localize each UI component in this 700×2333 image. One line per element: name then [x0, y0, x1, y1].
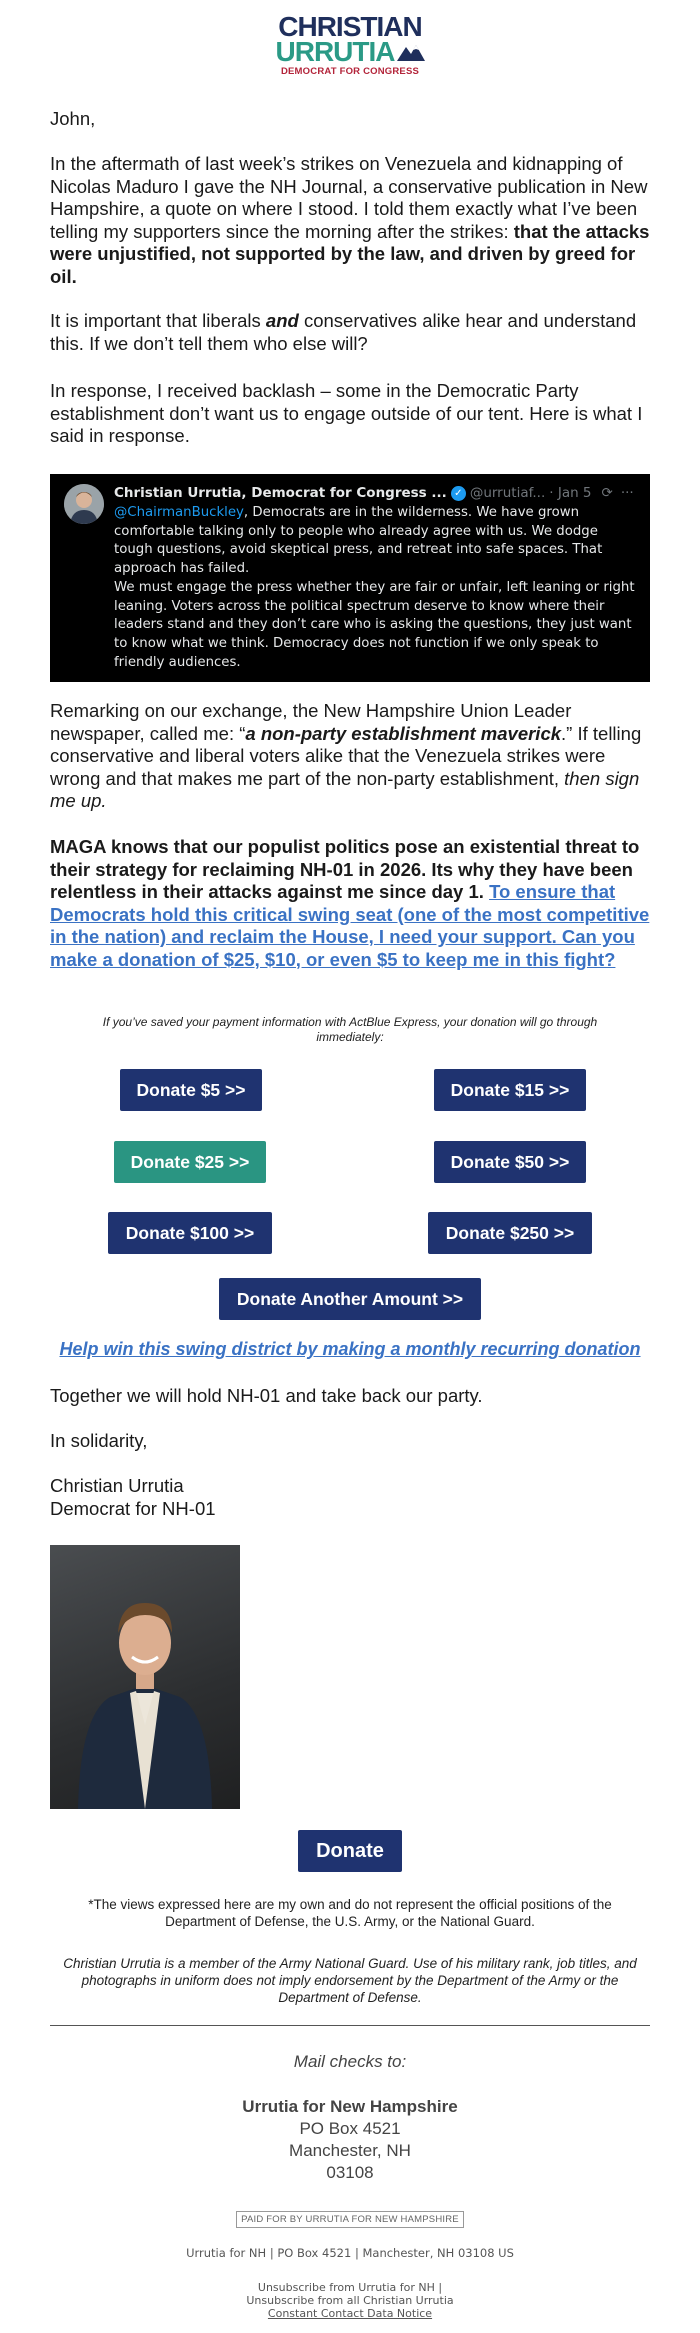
paragraph-backlash: In response, I received backlash – some in the Democratic Party establishment don’t want us to engage outside of our tent. Here is what I said in response. — [50, 380, 643, 446]
paragraph-2-before: It is important that liberals — [50, 310, 266, 331]
mail-address-line1: PO Box 4521 — [299, 2119, 401, 2138]
grok-icon[interactable]: ⟳ — [601, 485, 613, 501]
paragraph-liberals-conservatives — [50, 310, 650, 355]
unsubscribe-org-link[interactable]: Unsubscribe from Urrutia for NH | — [257, 2281, 443, 2294]
mail-address-line3: 03108 — [326, 2163, 374, 2182]
logo-last-name-row — [275, 36, 425, 67]
actblue-note: If you’ve saved your payment information with ActBlue Express, your donation will go through immediately: — [102, 1015, 598, 1044]
paragraph-4-middle: .” If telling conservative and liberal voters alike that the Venezuela strikes were wrong and that makes me part of the non-party establishment, — [50, 722, 642, 789]
donate-50-button[interactable]: Donate $50 >> — [434, 1141, 586, 1183]
verified-badge-icon: ✓ — [451, 486, 466, 501]
donate-another-amount-button[interactable]: Donate Another Amount >> — [219, 1278, 481, 1320]
paragraph-4-before: Remarking on our exchange, the New Hampshire Union Leader newspaper, called me: “ — [50, 700, 572, 744]
tweet-header — [114, 484, 638, 502]
tweet-body — [114, 504, 638, 672]
embedded-tweet[interactable] — [50, 474, 650, 682]
donate-5-button[interactable]: Donate $5 >> — [120, 1069, 262, 1111]
paid-for-disclaimer — [50, 2209, 650, 2228]
greeting: John, — [50, 108, 96, 129]
donation-appeal-link[interactable]: To ensure that Democrats hold this critical swing seat (one of the most competitive in the nation) and reclaim the House, I need your support. Can you make a donation of $25, $10, or even $5 to keep me in this fight? — [50, 881, 650, 970]
logo-last-name: URRUTIA — [275, 36, 395, 67]
mail-org-name: Urrutia for New Hampshire — [242, 2097, 458, 2116]
signature-name: Christian Urrutia — [50, 1475, 184, 1496]
paragraph-maverick — [50, 700, 650, 813]
national-guard-disclaimer: Christian Urrutia is a member of the Army National Guard. Use of his military rank, job titles, and photographs in uniform does not imply endorsement by the Department of the Army or the Department of Defense. — [63, 1956, 637, 2005]
constant-contact-notice-link[interactable]: Constant Contact Data Notice — [267, 2307, 433, 2320]
paragraph-intro — [50, 153, 650, 288]
tweet-author-name: Christian Urrutia, Democrat for Congress ... — [114, 485, 447, 501]
campaign-logo[interactable] — [0, 11, 700, 78]
appeal-bold-text: MAGA knows that our populist politics pose an existential threat to their strategy for reclaiming NH-01 in 2026. Its why they have been relentless in their attacks against me since day 1. — [50, 836, 640, 902]
divider — [50, 2025, 650, 2026]
tweet-avatar — [64, 484, 104, 524]
donate-25-button[interactable]: Donate $25 >> — [114, 1141, 266, 1183]
paragraph-appeal — [50, 836, 650, 971]
tweet-mention-link[interactable]: @ChairmanBuckley — [114, 505, 244, 520]
paid-for-text: PAID FOR BY URRUTIA FOR NEW HAMPSHIRE — [236, 2211, 464, 2228]
paragraph-4-emphasis: then sign me up. — [50, 767, 640, 811]
mail-address-line2: Manchester, NH — [289, 2141, 411, 2160]
donate-100-button[interactable]: Donate $100 >> — [108, 1212, 272, 1254]
tweet-date: · Jan 5 — [549, 485, 592, 501]
paragraph-2-after: conservatives alike hear and understand this. If we don’t tell them who else will? — [50, 310, 637, 354]
paragraph-intro-bold: that the attacks were unjustified, not supported by the law, and driven by greed for oil. — [50, 220, 650, 287]
paragraph-2-emphasis: and — [265, 310, 299, 331]
tweet-body-part2: We must engage the press whether they are fair or unfair, left leaning or right leaning. Voters across the political spectrum deserve to know where their leaders stand and they don’t care who is asking the questions, they just want to know what we think. Democracy does not function if we only speak to friendly audiences. — [114, 579, 635, 670]
logo-tagline: DEMOCRAT FOR CONGRESS — [280, 66, 420, 77]
tweet-body-part1: , Democrats are in the wilderness. We have grown comfortable talking only to people who already agree with us. We dodge tough questions, avoid skeptical press, and retreat into safe spaces. That approach has failed. — [114, 505, 603, 577]
mail-checks-heading: Mail checks to: — [293, 2052, 407, 2071]
views-disclaimer: *The views expressed here are my own and do not represent the official positions of the Department of Defense, the U.S. Army, or the National Guard. — [88, 1897, 612, 1929]
mountain-icon — [397, 43, 425, 61]
maverick-quote: a non-party establishment maverick — [245, 722, 562, 744]
tweet-handle: @urrutiaf... — [469, 485, 546, 501]
logo-first-name: CHRISTIAN — [278, 11, 422, 42]
closing-statement: Together we will hold NH-01 and take back our party. — [50, 1385, 483, 1406]
candidate-photo — [50, 1545, 240, 1809]
more-options-icon[interactable]: ··· — [620, 485, 634, 501]
unsubscribe-all-link[interactable]: Unsubscribe from all Christian Urrutia — [246, 2294, 454, 2307]
signature-title: Democrat for NH-01 — [50, 1498, 216, 1519]
donate-button[interactable]: Donate — [298, 1830, 402, 1872]
paragraph-intro-text: In the aftermath of last week’s strikes on Venezuela and kidnapping of Nicolas Maduro I gave the NH Journal, a conservative publication in New Hampshire, a quote on where I stood. I told them exactly what I’ve been telling my supporters since the morning after the strikes: — [50, 153, 648, 242]
sign-off: In solidarity, — [50, 1430, 148, 1451]
monthly-donation-link[interactable]: Help win this swing district by making a monthly recurring donation — [59, 1339, 641, 1359]
donate-250-button[interactable]: Donate $250 >> — [428, 1212, 592, 1254]
footer-address: Urrutia for NH | PO Box 4521 | Manchester, NH 03108 US — [186, 2246, 514, 2260]
donate-15-button[interactable]: Donate $15 >> — [434, 1069, 586, 1111]
